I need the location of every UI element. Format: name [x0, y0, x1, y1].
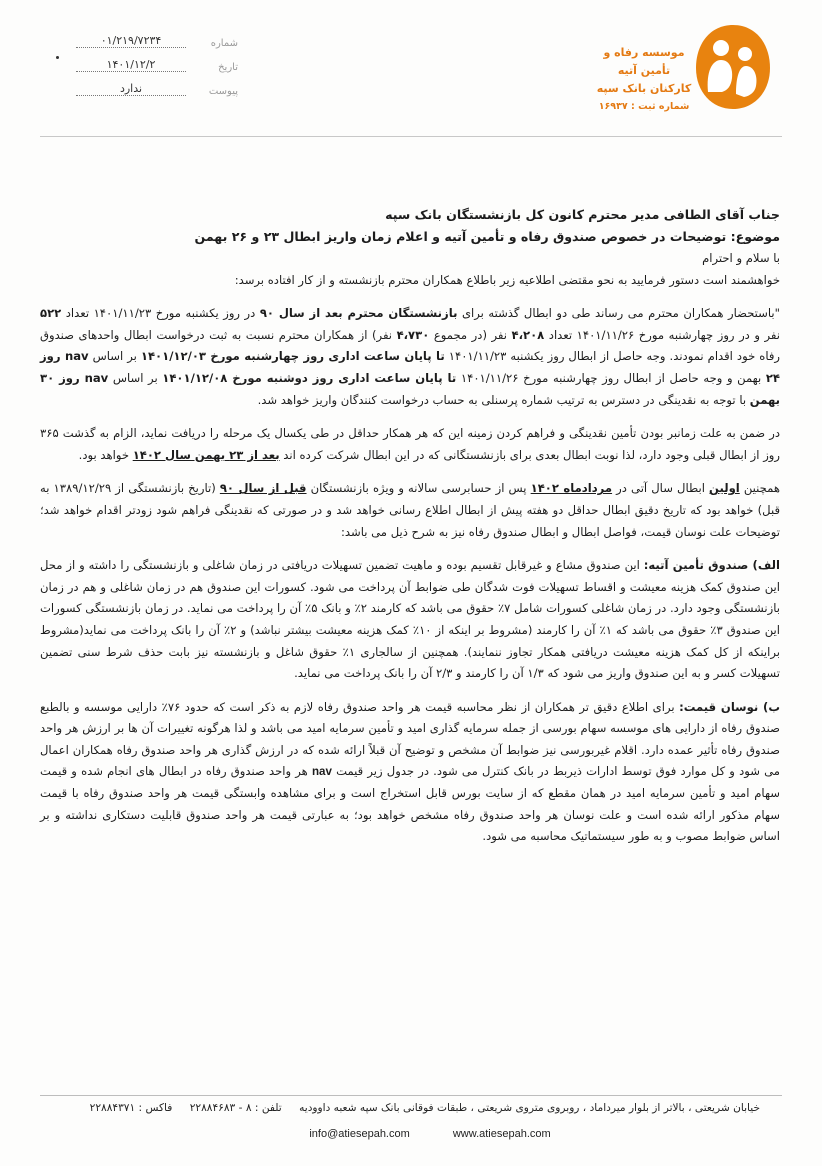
p1-bold-4: ۴،۷۳۰	[396, 327, 430, 342]
number-value: ۰۱/۲۱۹/۷۲۳۴	[76, 34, 186, 48]
p1-bold-7: تا پایان ساعت اداری روز دوشنبه مورخ ۱۴۰۱/۱۲/۰۸	[162, 370, 457, 385]
p3-text-4: (تاریخ بازنشستگی از ۱۳۸۹/۱۲/۲۹ به قبل) خواهد بود که تاریخ دقیق ابطال حداقل دو هفته پیش از ابطال اطلاع رسانی خواهد شد و در صورتی که نقدینگی فراهم شود زودتر اقدام خواهد شد؛ توضیحات علت نوسان قیمت، فواصل ابطال و ابطال صندوق رفاه نیز به شرح ذیل می باشد:	[40, 481, 780, 539]
p2-bold-1: بعد از ۲۳ بهمن سال ۱۴۰۲	[132, 447, 280, 462]
number-label: شماره	[210, 38, 238, 49]
p1-bold-1: بازنشستگان محترم بعد از سال ۹۰	[259, 306, 458, 321]
footer-fax: فاکس : ۲۲۸۸۴۳۷۱	[89, 1102, 173, 1114]
intro-line: خواهشمند است دستور فرمایید به نحو مقتضی اطلاعیه زیر باطلاع همکاران محترم بازنشسته و از کار افتاده برسد:	[234, 272, 780, 287]
p2-text-1: در ضمن به علت زمانبر بودن تأمین نقدینگی و فراهم کردن زمینه این که هر همکار حداقل در طی یکسال یک مرحله را دریافت نماید، الزام به گذشت ۳۶۵ روز از ابطال قبلی وجود دارد، لذا نوبت ابطال بعدی برای بازنشستگانی که در این ابطال شرکت کرده اند	[40, 426, 780, 462]
footer-website[interactable]: www.atiesepah.com	[452, 1128, 551, 1140]
footer-address: خیابان شریعتی ، بالاتر از بلوار میرداماد ، روبروی متروی شریعتی ، طبقات فوقانی بانک سپه شعبه داوودیه	[299, 1102, 760, 1114]
attachment-value: ندارد	[76, 82, 186, 96]
paragraph-price-fluctuation	[40, 697, 780, 848]
date-row	[48, 58, 238, 82]
p1-text-6: بر اساس	[88, 349, 141, 364]
date-label: تاریخ	[218, 62, 238, 73]
letter-body	[40, 204, 780, 848]
p1-text-5: نفر) از همکاران محترم نسبت به ثبت درخواست ابطال واحدهای صندوق رفاه خود اقدام نمودند. وجه حاصل از ابطال روز یکشنبه ۱۴۰۱/۱۱/۲۳	[40, 327, 781, 364]
p4-text-1: این صندوق مشاع و غیرقابل تقسیم بوده و ماهیت تضمین تسهیلات دریافتی در زمان شاغلی و بازنشستگی را داشته و از محل این صندوق کمک هزینه معیشت و اقساط تسهیلات فوت شدگان طی ضوابط آن پرداخت می شود. کسورات این صندوق هم در زمان شاغلی و هم در زمان بازنشستگی وجود دارد. در زمان شاغلی کسورات شامل ۷٪ حقوق می باشد که کارمند ۲٪ و بانک ۵٪ آن را پرداخت می نماید. در زمان بازنشستگی کسورات این صندوق ۳٪ حقوق می باشد که ۱٪ آن را کارمند (مشروط بر اینکه از ۱۰٪ کمک هزینه معیشت بیشتر نباشد) و ۲٪ آن را بانک پرداخت می نماید(مشروط براینکه از کل کمک هزینه معیشت دریافتی همکار تجاوز ننمایند). همچنین از سالجاری ۱٪ حقوق شاغل و بازنشسته نیز بابت حذف شرط سنی تضمین تسهیلات کسر و به این صندوق واریز می شود که ۱/۳ آن را کارمند و ۲/۳ آن را بانک پرداخت می نماید.	[40, 558, 781, 681]
p1-bold-5: تا پایان ساعت اداری روز چهارشنبه مورخ ۱۴۰۱/۱۲/۰۳	[140, 349, 445, 364]
p1-text-3: نفر و در روز چهارشنبه مورخ ۱۴۰۱/۱۱/۲۶ تعداد	[544, 327, 780, 342]
greeting: با سلام و احترام	[702, 251, 780, 265]
p3-text-3: پس از حسابرسی سالانه و ویژه بازنشستگان	[306, 481, 531, 496]
p1-text-8: بر اساس	[108, 370, 163, 385]
org-name-line: موسسه رفاه و تأمین آتیه	[603, 46, 685, 77]
p3-bold-3: قبل از سال ۹۰	[219, 481, 307, 496]
paragraph-future-fund	[40, 555, 780, 685]
p1-text-4: نفر (در مجموع	[429, 327, 512, 342]
footer-links	[270, 1128, 590, 1140]
number-row	[48, 34, 238, 58]
p5-bold-nav: nav	[311, 765, 332, 779]
attachment-label: پیوست	[208, 86, 238, 97]
footer-email[interactable]: info@atiesepah.com	[309, 1128, 410, 1140]
p2-text-2: خواهد بود.	[78, 447, 133, 462]
organization-logo-icon	[692, 22, 774, 112]
p3-bold-1: اولین	[709, 481, 740, 496]
addressee: جناب آقای الطافی مدیر محترم کانون کل بازنشستگان بانک سپه	[385, 207, 780, 222]
footer-contact	[60, 1102, 760, 1114]
p5-heading: ب) نوسان قیمت:	[679, 699, 780, 714]
p1-text-9: با توجه به نقدینگی در دسترس به ترتیب شماره پرسنلی به حساب درخواست کنندگان واریز خواهد شد.	[257, 392, 750, 407]
org-registration: شماره ثبت : ۱۶۹۳۷	[598, 101, 690, 112]
p3-text-1: همچنین	[739, 481, 780, 496]
paragraph-first-cancellation	[40, 478, 780, 543]
date-value: ۱۴۰۱/۱۲/۲	[76, 58, 186, 72]
p3-bold-2: مردادماه ۱۴۰۲	[530, 481, 613, 496]
p1-text-7: بهمن و وجه حاصل از ابطال روز چهارشنبه مورخ ۱۴۰۱/۱۱/۲۶	[456, 370, 766, 385]
header-divider	[40, 136, 782, 137]
p1-bold-3: ۴،۲۰۸	[511, 327, 545, 342]
p1-bold-8: nav روز ۳۰ بهمن	[40, 370, 780, 407]
subject-line: موضوع: توضیحات در خصوص صندوق رفاه و تأمین آتیه و اعلام زمان واریز ابطال ۲۳ و ۲۶ بهمن	[194, 229, 780, 244]
attachment-row	[48, 82, 238, 106]
p3-text-2: ابطال سال آتی در	[612, 481, 710, 496]
p4-heading: الف) صندوق تأمین آتیه:	[643, 558, 780, 573]
paragraph-settlement	[40, 303, 780, 411]
org-subtitle: کارکنان بانک سپه	[596, 82, 692, 95]
letter-metadata	[48, 34, 238, 106]
p1-bold-6: nav روز ۲۴	[40, 349, 780, 385]
footer-phone: تلفن : ۸ - ۲۲۸۸۴۶۸۳	[189, 1102, 282, 1114]
margin-dot	[56, 56, 59, 59]
footer-divider	[40, 1095, 782, 1096]
p5-text-2: هر واحد صندوق رفاه در ابطال های انجام شده و قیمت سهام امید و تأمین سرمایه امید در همان مقطع که از سایت بورس قابل استخراج است و برای مشاهده وابستگی قیمت هر واحد صندوق رفاه با قیمت سهام مذکور ارائه شده است و علت نوسان هر واحد صندوق رفاه مشخص خواهد بود؛ به عبارتی قیمت هر واحد صندوق قابلیت دستکاری نداشته و بر اساس ضوابط مصوب و به طور سیستماتیک محاسبه می شود.	[40, 764, 780, 844]
p1-bold-2: ۵۲۲	[40, 306, 62, 321]
p1-text-1: "باستحضار همکاران محترم می رساند طی دو ابطال گذشته برای	[457, 306, 780, 321]
p1-text-2: در روز یکشنبه مورخ ۱۴۰۱/۱۱/۲۳ تعداد	[61, 306, 260, 321]
paragraph-next-cancellation	[40, 423, 780, 466]
organization-name	[596, 44, 692, 116]
p5-text-1: برای اطلاع دقیق تر همکاران از نظر محاسبه قیمت هر واحد صندوق رفاه لازم به ذکر است که حدود ۷۶٪ دارایی موسسه و بالطبع صندوق رفاه از دارایی های موسسه سهام بورسی از جمله سرمایه گذاری امید و تأمین سرمایه امید می باشد و لذا هرگونه تغییرات آن ها بر ارزش هر واحد صندوق رفاه تأثیر عمده دارد. اقلام غیربورسی نیز ضوابط آن مشخص و توضیح آن قبلاً ارائه شده که در ارزش گذاری هر واحد صندوق رفاه همکاران اعمال می شود و کل موارد فوق توسط ادارات ذیربط در بانک کنترل می شود. در جدول زیر قیمت	[40, 699, 780, 779]
